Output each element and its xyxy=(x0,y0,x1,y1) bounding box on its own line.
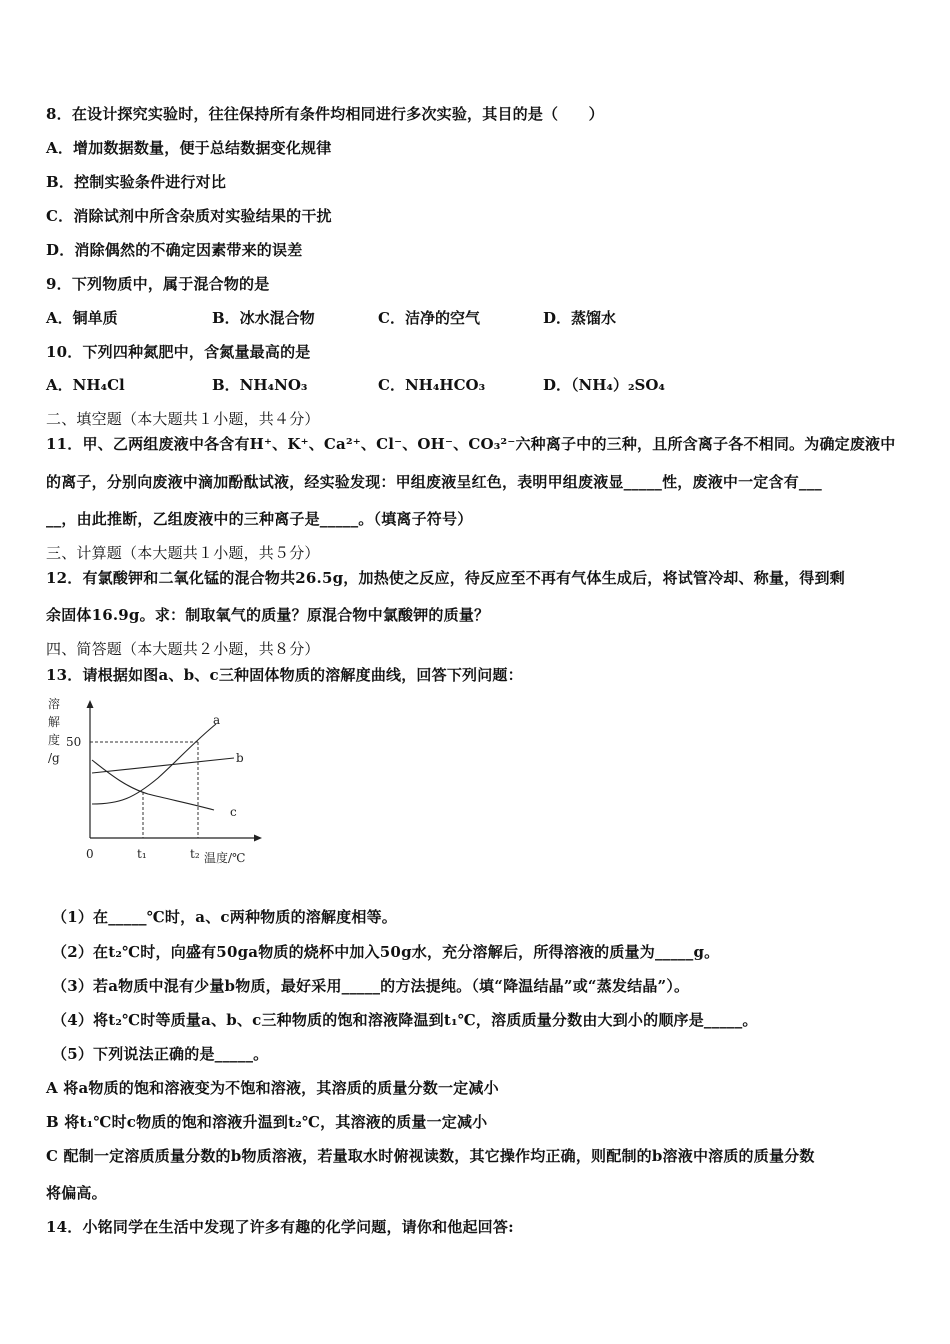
q13-option-c-line-1: C 配制一定溶质质量分数的b物质溶液，若量取水时俯视读数，其它操作均正确，则配制的b溶液中溶质的质量分数 xyxy=(46,1147,815,1165)
x-tick-t2: t₂ xyxy=(190,847,200,861)
q11-line-3: __，由此推断，乙组废液中的三种离子是_____。（填离子符号） xyxy=(46,510,473,528)
q9-option-a: A．铜单质 xyxy=(46,309,118,327)
curve-a xyxy=(92,724,216,804)
section-2-heading: 二、填空题（本大题共１小题，共４分） xyxy=(46,410,320,428)
q14-stem: 14．小铭同学在生活中发现了许多有趣的化学问题，请你和他起回答: xyxy=(46,1218,514,1236)
q13-option-c-line-2: 将偏高。 xyxy=(46,1184,107,1202)
q8-option-c: C．消除试剂中所含杂质对实验结果的干扰 xyxy=(46,207,332,225)
origin-label: 0 xyxy=(86,847,94,861)
q9-option-c: C．洁净的空气 xyxy=(378,309,480,327)
q8-stem: 8．在设计探究实验时，往往保持所有条件均相同进行多次实验，其目的是（ ） xyxy=(46,105,604,123)
q9-option-d: D．蒸馏水 xyxy=(543,309,617,327)
solubility-chart xyxy=(42,690,272,870)
y-label-char: /g xyxy=(48,751,60,765)
q13-part-1: （1）在_____℃时，a、c两种物质的溶解度相等。 xyxy=(52,908,397,926)
q13-part-4: （4）将t₂℃时等质量a、b、c三种物质的饱和溶液降温到t₁℃，溶质质量分数由大到小的顺序是_____。 xyxy=(52,1011,758,1029)
q13-option-b: B 将t₁℃时c物质的饱和溶液升温到t₂℃，其溶液的质量一定减小 xyxy=(46,1113,488,1131)
q10-option-d: D．（NH₄）₂SO₄ xyxy=(543,376,665,394)
q11-line-2: 的离子，分别向废液中滴加酚酞试液，经实验发现：甲组废液呈红色，表明甲组废液显_____性，废液中一定含有___ xyxy=(46,473,823,491)
label-c: c xyxy=(230,805,237,819)
section-3-heading: 三、计算题（本大题共１小题，共５分） xyxy=(46,544,320,562)
q13-part-3: （3）若a物质中混有少量b物质，最好采用_____的方法提纯。（填“降温结晶”或“蒸发结晶”）。 xyxy=(52,977,690,995)
q13-option-a: A 将a物质的饱和溶液变为不饱和溶液，其溶质的质量分数一定减小 xyxy=(46,1079,499,1097)
q11-line-1: 11．甲、乙两组废液中各含有H⁺、K⁺、Ca²⁺、Cl⁻、OH⁻、CO₃²⁻六种离子中的三种，且所含离子各不相同。为确定废液中 xyxy=(46,435,896,453)
curve-b xyxy=(92,758,234,773)
x-tick-t1: t₁ xyxy=(137,847,147,861)
q13-part-5: （5）下列说法正确的是_____。 xyxy=(52,1045,269,1063)
q12-line-2: 余固体16.9g。求：制取氧气的质量？原混合物中氯酸钾的质量？ xyxy=(46,606,490,624)
q10-option-b: B．NH₄NO₃ xyxy=(212,376,308,394)
y-label-char: 溶 xyxy=(48,697,61,711)
q13-part-2: （2）在t₂℃时，向盛有50ga物质的烧杯中加入50g水，充分溶解后，所得溶液的质量为_____g。 xyxy=(52,943,720,961)
y-axis-label xyxy=(48,696,60,765)
q10-option-c: C．NH₄HCO₃ xyxy=(378,376,486,394)
q12-line-1: 12．有氯酸钾和二氧化锰的混合物共26.5g，加热使之反应，待反应至不再有气体生成后，将试管冷却、称量，得到剩 xyxy=(46,569,845,587)
label-a: a xyxy=(213,713,221,727)
section-4-heading: 四、简答题（本大题共２小题，共８分） xyxy=(46,640,320,658)
label-b: b xyxy=(236,751,244,765)
q10-stem: 10．下列四种氮肥中，含氮量最高的是 xyxy=(46,343,311,361)
q8-option-d: D．消除偶然的不确定因素带来的误差 xyxy=(46,241,303,259)
q9-stem: 9．下列物质中，属于混合物的是 xyxy=(46,275,270,293)
x-axis-arrow xyxy=(254,835,262,842)
q9-option-b: B．冰水混合物 xyxy=(212,309,315,327)
q8-option-a: A．增加数据数量，便于总结数据变化规律 xyxy=(46,139,332,157)
q8-option-b: B．控制实验条件进行对比 xyxy=(46,173,227,191)
q10-option-a: A．NH₄Cl xyxy=(46,376,125,394)
x-axis-label: 温度/℃ xyxy=(204,851,246,865)
y-tick-50: 50 xyxy=(66,735,82,749)
y-label-char: 度 xyxy=(48,733,61,747)
q13-stem: 13．请根据如图a、b、c三种固体物质的溶解度曲线，回答下列问题： xyxy=(46,666,523,684)
y-label-char: 解 xyxy=(48,715,61,729)
y-axis-arrow xyxy=(87,700,94,708)
